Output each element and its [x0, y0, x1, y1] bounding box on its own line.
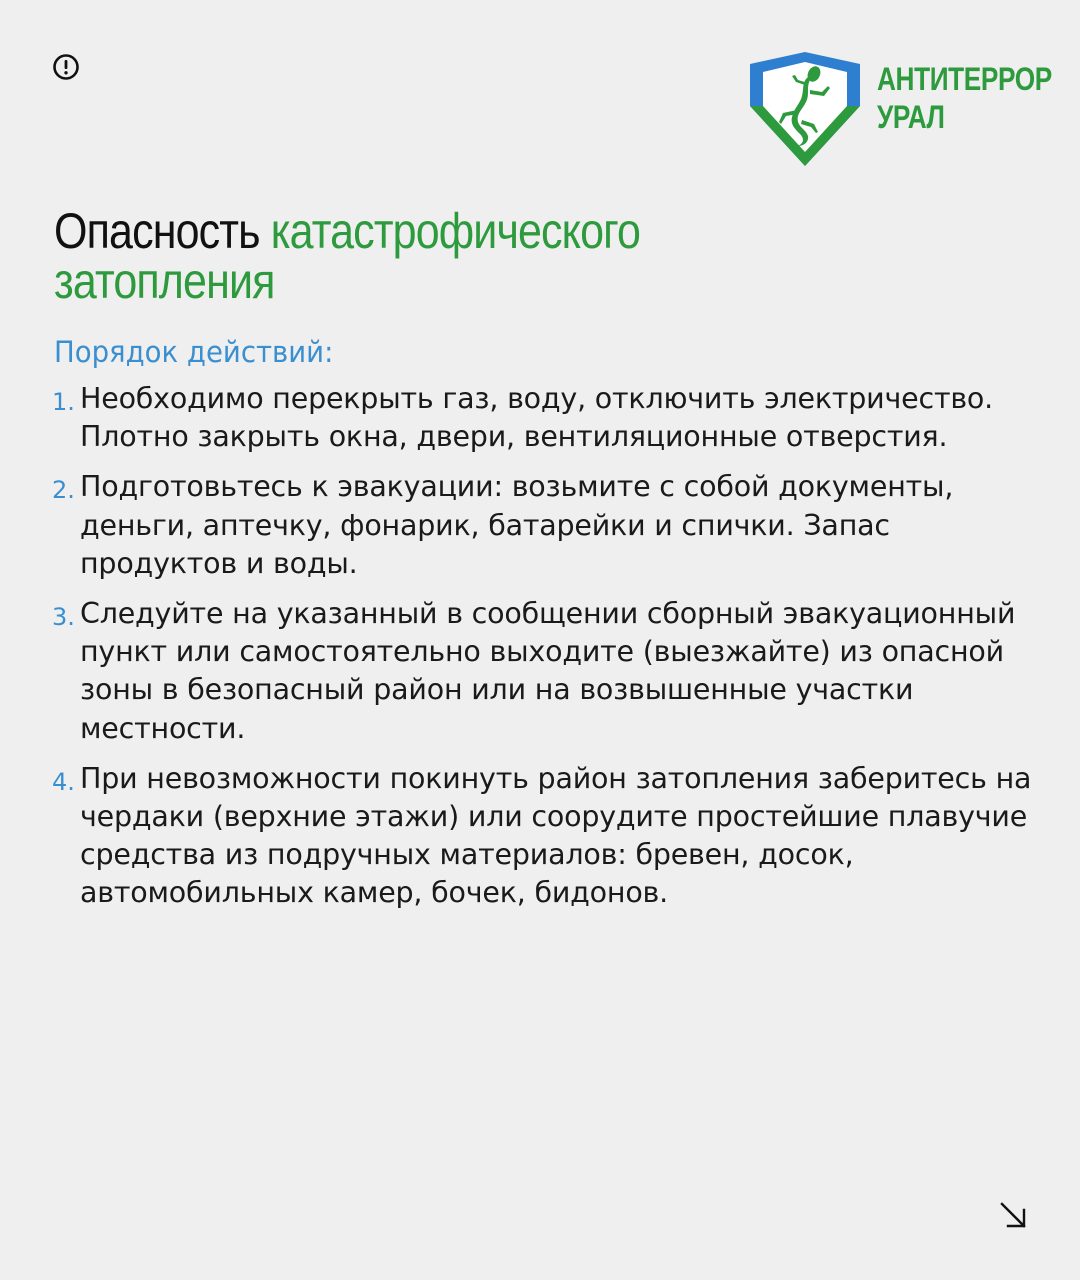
step-text: Следуйте на указанный в сообщении сборный эвакуационный пункт или самостоятельно выходите (выезжайте) из опасной зоны в безопасный район или на возвышенные участки местности.	[80, 597, 1016, 745]
title-part-2: катастрофического	[270, 203, 641, 259]
section-subtitle: Порядок действий:	[54, 335, 334, 369]
logo-text	[877, 60, 1052, 136]
step-text: Необходимо перекрыть газ, воду, отключить электричество. Плотно закрыть окна, двери, вентиляционные отверстия.	[80, 382, 994, 454]
title-part-1: Опасность	[54, 203, 260, 259]
step-number: 2.	[52, 476, 75, 505]
step-item	[52, 468, 1037, 583]
step-number: 3.	[52, 603, 75, 632]
title-part-3: затопления	[54, 253, 275, 309]
step-number: 4.	[52, 767, 75, 796]
step-item	[52, 380, 1037, 456]
lizard-shield-icon	[748, 50, 862, 168]
steps-list	[52, 380, 1037, 925]
logo	[748, 50, 1052, 170]
step-item	[52, 760, 1037, 913]
step-text: Подготовьтесь к эвакуации: возьмите с собой документы, деньги, аптечку, фонарик, батарейки и спички. Запас продуктов и воды.	[80, 470, 954, 580]
step-number: 1.	[52, 388, 75, 416]
exclamation-circle-icon	[52, 53, 80, 81]
step-text: При невозможности покинуть район затопления заберитесь на чердаки (верхние этажи) или соорудите простейшие плавучие средства из подручных материалов: бревен, досок, автомобильных камер, бочек, бидонов.	[80, 761, 1032, 910]
step-item	[52, 595, 1037, 748]
logo-line-1: АНТИТЕРРОР	[877, 61, 1052, 97]
arrow-down-right-icon[interactable]	[998, 1200, 1028, 1230]
logo-line-2: УРАЛ	[877, 99, 945, 135]
page-title	[54, 203, 673, 309]
